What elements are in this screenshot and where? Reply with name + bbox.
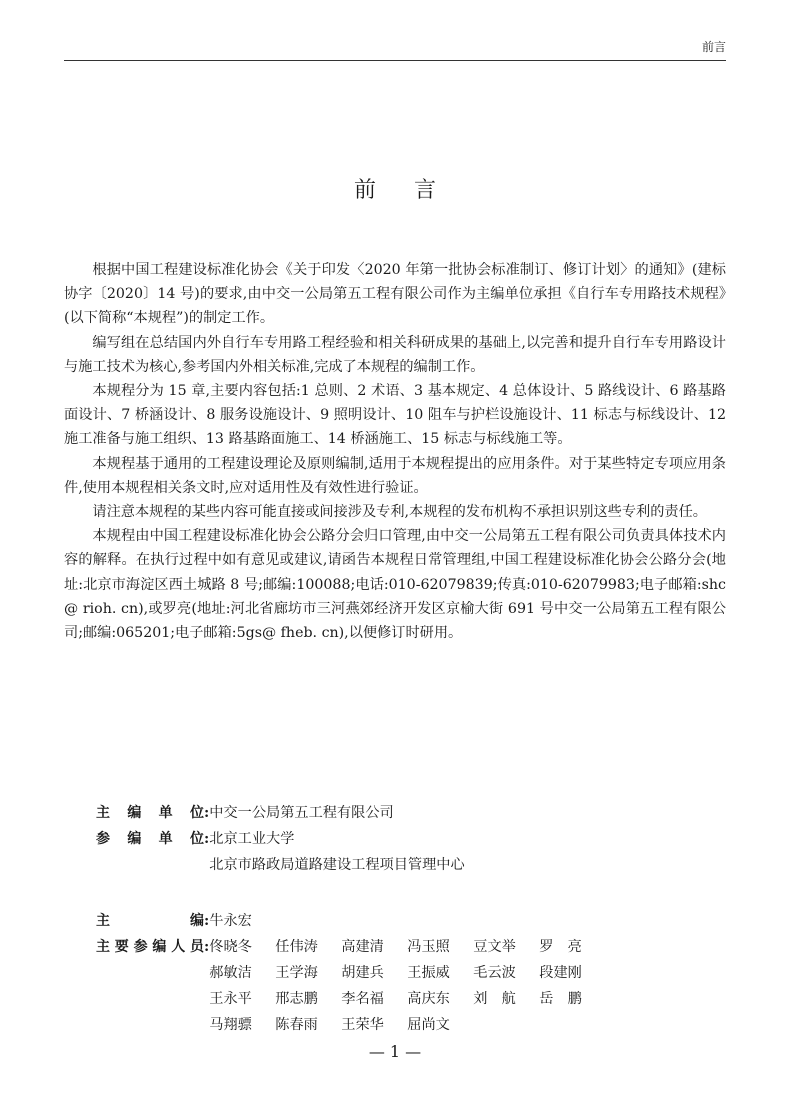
participant-name: 罗 亮 — [539, 939, 582, 955]
participating-units-label: 参编单位 — [96, 831, 204, 847]
chief-unit-colon: : — [204, 805, 210, 821]
paragraph-applicability: 本规程基于通用的工程建设理论及原则编制,适用于本规程提出的应用条件。对于某些特定专项应用条件,使用本规程相关条文时,应对适用性及有效性进行验证。 — [64, 455, 726, 496]
running-header: 前言 — [64, 34, 726, 61]
chief-editor-colon: : — [204, 913, 210, 929]
chief-unit-value: 中交一公局第五工程有限公司 — [209, 805, 394, 821]
participant-name: 毛云波 — [473, 965, 516, 981]
main-participants-colon: : — [204, 939, 210, 955]
chief-unit-row — [96, 800, 716, 826]
participant-name: 屈尚文 — [407, 1017, 450, 1033]
paragraph-origin: 根据中国工程建设标准化协会《关于印发〈2020 年第一批协会标准制订、修订计划〉的通知》(建标协字〔2020〕14 号)的要求,由中交一公局第五工程有限公司作为主编单位承担《自行车专用路技术规程》(以下简称“本规程”)的制定工作。 — [64, 262, 726, 327]
main-participants-label: 主要参编人员 — [96, 939, 204, 955]
paragraph-patents: 请注意本规程的某些内容可能直接或间接涉及专利,本规程的发布机构不承担识别这些专利的责任。 — [92, 504, 707, 521]
main-participants-list — [209, 934, 716, 1038]
participant-name: 岳 鹏 — [539, 991, 582, 1007]
paragraph-contact: 本规程由中国工程建设标准化协会公路分会归口管理,由中交一公局第五工程有限公司负责具体技术内容的解释。在执行过程中如有意见或建议,请函告本规程日常管理组,中国工程建设标准化协会公路分会(地址:北京市海淀区西土城路 8 号;邮编:100088;电话:010-62079839;传真:010-62079983;电子邮箱:shc@ rioh. cn),或罗亮(地址:河北省廊坊市三河燕郊经济开发区京榆大街 691 号中交一公局第五工程有限公司;邮编:065201;电子邮箱:5gs@ fheb. cn),以便修订时研用。 — [64, 528, 726, 642]
participant-name: 王荣华 — [341, 1017, 384, 1033]
chief-editor-row — [96, 908, 716, 934]
chief-editor-label: 主编 — [96, 913, 204, 929]
participant-name: 王振威 — [407, 965, 450, 981]
participant-name: 高庆东 — [407, 991, 450, 1007]
participant-name: 邢志鹏 — [275, 991, 318, 1007]
participant-name: 段建刚 — [539, 965, 582, 981]
participant-name: 陈春雨 — [275, 1017, 318, 1033]
participant-name: 冯玉照 — [407, 939, 450, 955]
body-text — [64, 258, 726, 645]
participant-name: 马翔骠 — [209, 1017, 252, 1033]
chief-unit-label: 主编单位 — [96, 805, 204, 821]
participant-name: 郝敏洁 — [209, 965, 252, 981]
participant-name: 豆文举 — [473, 939, 516, 955]
participating-units-row — [96, 826, 716, 878]
chief-editor-value: 牛永宏 — [209, 913, 252, 929]
paragraph-contents: 本规程分为 15 章,主要内容包括:1 总则、2 术语、3 基本规定、4 总体设计、5 路线设计、6 路基路面设计、7 桥涵设计、8 服务设施设计、9 照明设计、10 阻车与护栏设施设计、11 标志与标线设计、12 施工准备与施工组织、13 路基路面施工、14 桥涵施工、15 标志与标线施工等。 — [64, 383, 726, 448]
participating-units-values — [209, 826, 716, 878]
participant-name: 高建清 — [341, 939, 384, 955]
participant-name: 刘 航 — [473, 991, 516, 1007]
page-title: 前言 — [353, 178, 474, 203]
participant-name: 胡建兵 — [341, 965, 384, 981]
main-participants-row — [96, 934, 716, 1038]
participant-name: 任伟涛 — [275, 939, 318, 955]
participating-unit: 北京工业大学 — [209, 831, 295, 847]
participant-name: 佟晓冬 — [209, 939, 252, 955]
page-number: — 1 — — [368, 1042, 422, 1061]
participant-name: 王永平 — [209, 991, 252, 1007]
participating-unit: 北京市路政局道路建设工程项目管理中心 — [209, 857, 465, 873]
paragraph-basis: 编写组在总结国内外自行车专用路工程经验和相关科研成果的基础上,以完善和提升自行车专用路设计与施工技术为核心,参考国内外相关标准,完成了本规程的编制工作。 — [64, 334, 726, 375]
participating-units-colon: : — [204, 831, 210, 847]
credits-block — [96, 800, 716, 1038]
participant-name: 王学海 — [275, 965, 318, 981]
participant-name: 李名福 — [341, 991, 384, 1007]
